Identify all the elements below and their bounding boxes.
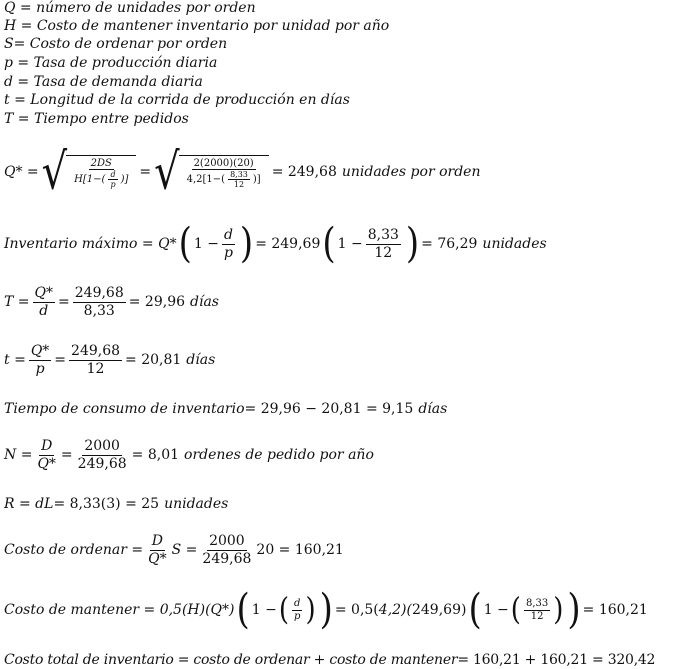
- T-unit: días: [190, 294, 219, 310]
- def-tt: T = Tiempo entre pedidos: [4, 111, 189, 127]
- max-inv-label: Inventario máximo = Q*: [4, 236, 177, 252]
- equation-ordering-cost: Costo de ordenar = $\frac{D}{Q*}$ S = $\frac{2000}{249,68}$ 20 = 160,21: [4, 533, 344, 567]
- ordering-cost-result: 20 = 160,21: [256, 542, 344, 558]
- equation-holding-cost: Costo de mantener = 0,5(H)(Q*) ( 1 − ( $\frac{d}{p}$ ) ) = 0,5( 4,2)( 249,69) ( 1 − ( $\frac{8,33}{12}$ ) ) = 160,21: [4, 586, 648, 634]
- equation-max-inventory: Inventario máximo = Q* ( 1 − $\frac{d}{p}$ ) = 249,69 ( 1 − $\frac{8,33}{12}$ ) = 76,29 unidades: [4, 220, 547, 268]
- R-result: = 8,33(3) = 25: [53, 496, 160, 512]
- equation-R: [4, 495, 228, 513]
- R-unit: unidades: [164, 496, 229, 512]
- consumption-unit: días: [418, 401, 448, 417]
- equation-q-star: [4, 140, 480, 204]
- equation-t: t = $\frac{Q*}{p}$ = $\frac{249,68}{12}$ = 20,81 días: [4, 343, 216, 377]
- max-inv-unit: unidades: [482, 236, 547, 252]
- sqrt-numeric: √ 2(2000)(20) 4,2[1−( $\frac{8,33}{12}$ )]: [154, 152, 269, 192]
- holding-mid-c: 249,69): [411, 602, 467, 618]
- holding-mid-b: 4,2)(: [378, 602, 412, 618]
- N-unit: ordenes de pedido por año: [184, 447, 374, 463]
- sqrt-symbolic: √ 2DS H[1−( $\frac{d}{p}$ )]: [42, 152, 137, 192]
- equation-T: T = $\frac{Q*}{d}$ = $\frac{249,68}{8,33}$ = 29,96 días: [4, 285, 219, 319]
- sqrt1-denominator: H[1−( $\frac{d}{p}$ )]: [74, 170, 129, 190]
- total-cost-label: Costo total de inventario = costo de ordenar + costo de mantener: [4, 652, 458, 668]
- def-q: Q = número de unidades por orden: [4, 0, 256, 16]
- def-d: d = Tasa de demanda diaria: [4, 74, 203, 90]
- def-p: p = Tasa de producción diaria: [4, 55, 218, 71]
- ordering-cost-s: S =: [171, 542, 198, 558]
- consumption-result: = 29,96 − 20,81 = 9,15: [244, 401, 414, 417]
- total-cost-result: = 160,21 + 160,21 = 320,42: [457, 652, 656, 668]
- holding-one-minus: 1 −: [251, 602, 277, 618]
- def-t: t = Longitud de la corrida de producción en días: [4, 92, 350, 108]
- t-unit: días: [186, 352, 216, 368]
- def-h: H = Costo de mantener inventario por unidad por año: [4, 18, 390, 34]
- holding-cost-label: Costo de mantener = 0,5(H)(Q*): [4, 602, 235, 618]
- consumption-label: Tiempo de consumo de inventario: [4, 401, 245, 417]
- N-lhs: N =: [4, 447, 33, 463]
- holding-mid-a: = 0,5(: [334, 602, 379, 618]
- t-lhs: t =: [4, 352, 26, 368]
- R-lhs: R = dL: [4, 496, 54, 512]
- t-result: = 20,81: [125, 352, 182, 368]
- ordering-cost-label: Costo de ordenar =: [4, 542, 144, 558]
- N-result: = 8,01: [131, 447, 180, 463]
- q-star-lhs: Q* =: [4, 164, 39, 180]
- def-s: S= Costo de ordenar por orden: [4, 36, 228, 52]
- q-star-result: = 249,68: [271, 164, 337, 180]
- equals-sign: =: [139, 164, 152, 180]
- sqrt1-numerator: 2DS: [90, 157, 112, 169]
- sqrt2-denominator: 4,2[1−( $\frac{8,33}{12}$ )]: [186, 170, 261, 190]
- max-inv-one-minus: 1 −: [193, 236, 219, 252]
- holding-cost-result: = 160,21: [582, 602, 648, 618]
- equation-consumption-time: [4, 400, 447, 418]
- max-inv-result: = 76,29: [421, 236, 478, 252]
- max-inv-mid: = 249,69: [255, 236, 321, 252]
- equation-total-cost: [4, 652, 655, 668]
- T-result: = 29,96: [128, 294, 186, 310]
- equation-N: N = $\frac{D}{Q*}$ = $\frac{2000}{249,68}$ = 8,01 ordenes de pedido por año: [4, 438, 374, 472]
- sqrt2-numerator: 2(2000)(20): [193, 157, 254, 169]
- q-star-unit: unidades por orden: [341, 164, 481, 180]
- T-lhs: T =: [4, 294, 30, 310]
